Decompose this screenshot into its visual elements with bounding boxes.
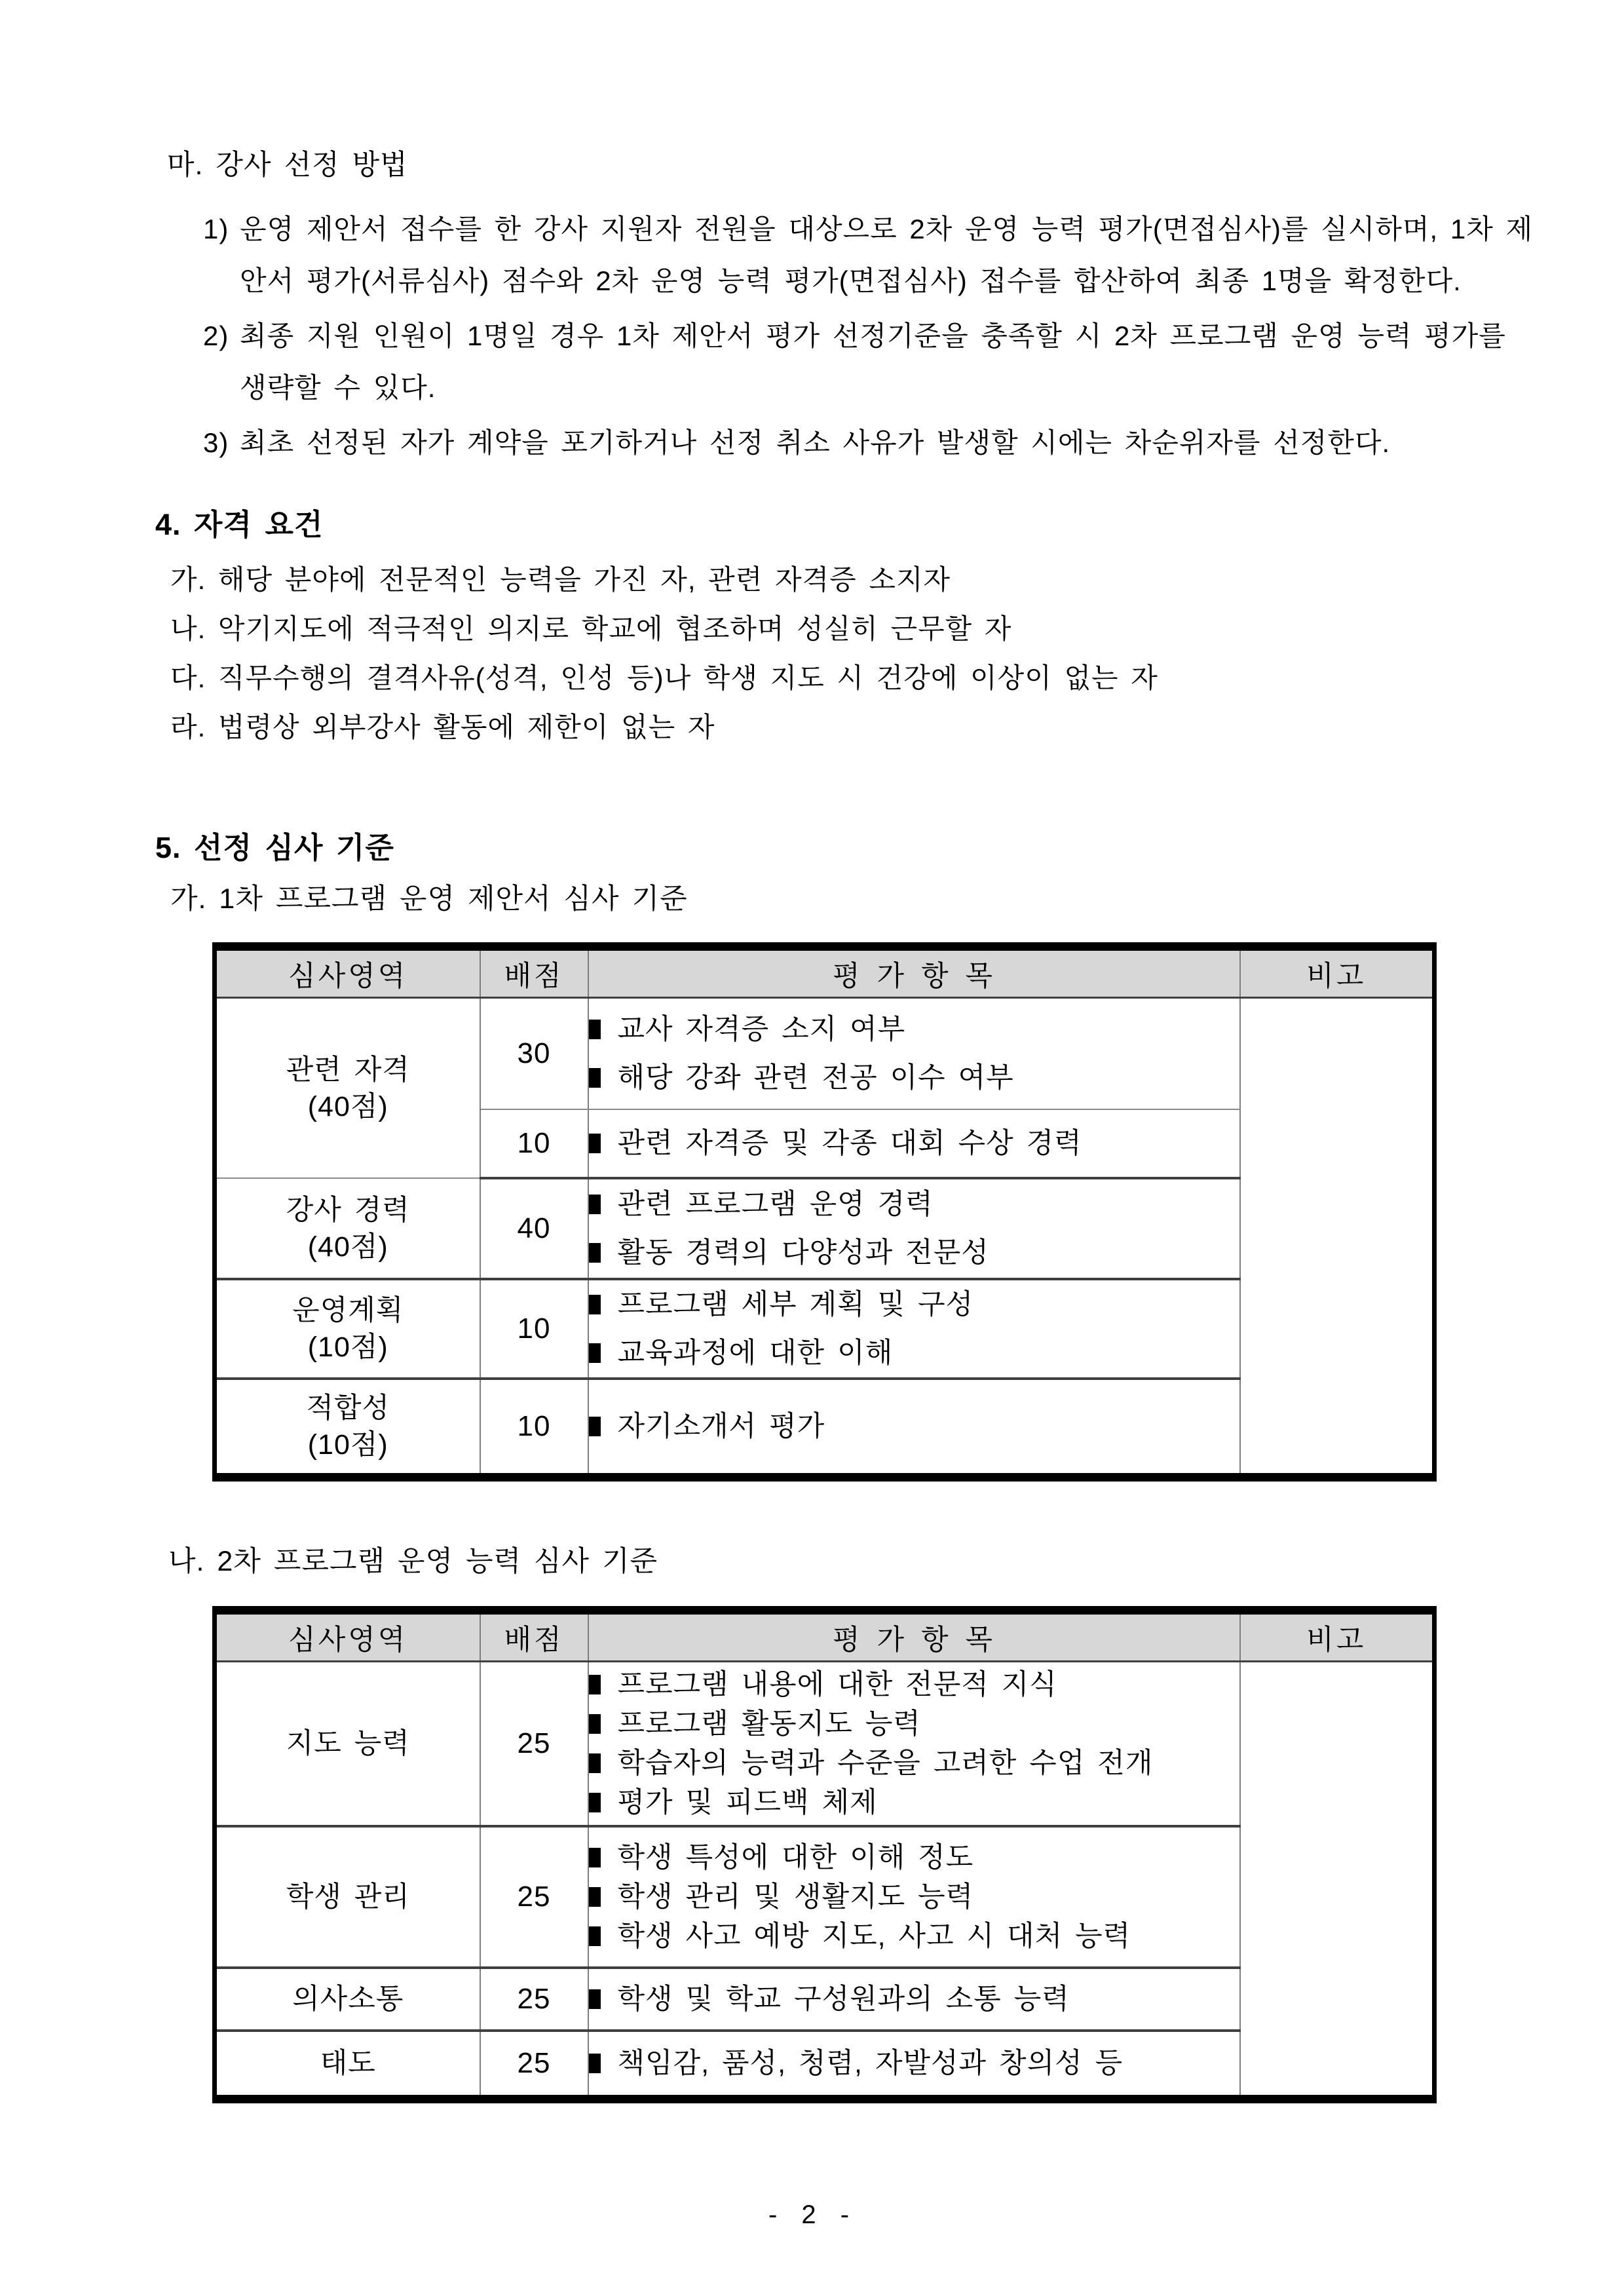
criteria-text: 교육과정에 대한 이해 — [617, 1337, 894, 1369]
square-bullet-icon — [589, 1753, 601, 1773]
table-row — [215, 1662, 1435, 1827]
criteria-text: 프로그램 활동지도 능력 — [617, 1708, 921, 1740]
bullet-line — [589, 1054, 1239, 1102]
score-cell: 10 — [480, 1109, 588, 1178]
criteria-text: 학생 사고 예방 지도, 사고 시 대처 능력 — [617, 1921, 1131, 1952]
list-item-line: 생략할 수 있다. — [240, 372, 436, 403]
area-name: 관련 자격 — [286, 1054, 410, 1086]
column-header-remark: 비고 — [1240, 947, 1435, 998]
column-header-points: 배점 — [480, 1611, 588, 1662]
bullet-line — [589, 1280, 1239, 1329]
area-cell — [215, 998, 480, 1179]
square-bullet-icon — [589, 1020, 601, 1039]
column-header-items: 평 가 항 목 — [588, 947, 1240, 998]
area-name: 운영계획 — [292, 1295, 404, 1326]
criteria-text: 프로그램 세부 계획 및 구성 — [617, 1289, 974, 1320]
square-bullet-icon — [589, 1714, 601, 1734]
area-cell — [215, 1379, 480, 1478]
column-header-remark: 비고 — [1240, 1611, 1435, 1662]
square-bullet-icon — [589, 1295, 601, 1314]
area-cell — [215, 1279, 480, 1379]
remark-cell — [1240, 998, 1435, 1478]
bullet-line — [589, 1329, 1239, 1377]
section5-sub-b-title: 나. 2차 프로그램 운영 능력 심사 기준 — [168, 1546, 658, 1577]
area-name: 의사소통 — [292, 1983, 404, 2015]
area-name: 강사 경력 — [286, 1194, 410, 1226]
criteria-text: 학생 및 학교 구성원과의 소통 능력 — [617, 1983, 1070, 2015]
table-ability-criteria — [212, 1606, 1437, 2103]
bullet-line — [589, 1783, 1239, 1822]
criteria-text: 프로그램 내용에 대한 전문적 지식 — [617, 1669, 1057, 1700]
list-item-text — [240, 417, 1624, 469]
criteria-cell — [588, 1178, 1240, 1279]
score-cell: 25 — [480, 2031, 588, 2099]
score-cell: 10 — [480, 1279, 588, 1379]
criteria-cell — [588, 998, 1240, 1110]
criteria-text: 학생 특성에 대한 이해 정도 — [617, 1842, 974, 1873]
bullet-line — [589, 1704, 1239, 1744]
criteria-text: 책임감, 품성, 청렴, 자발성과 창의성 등 — [617, 2048, 1124, 2079]
square-bullet-icon — [589, 1243, 601, 1263]
area-name: 태도 — [320, 2048, 376, 2079]
list-item-line: 최종 지원 인원이 1명일 경우 1차 제안서 평가 선정기준을 충족할 시 2차 프로그램 운영 능력 평가를 — [240, 320, 1506, 351]
criteria-cell — [588, 2031, 1240, 2099]
list-item-line: 운영 제안서 접수를 한 강사 지원자 전원을 대상으로 2차 운영 능력 평가(면접심사)를 실시하며, 1차 제 — [240, 214, 1534, 244]
area-name: 지도 능력 — [286, 1728, 410, 1759]
criteria-cell — [588, 1662, 1240, 1827]
list-item: 다. 직무수행의 결격사유(성격, 인성 등)나 학생 지도 시 건강에 이상이 없는 자 — [170, 662, 1158, 693]
square-bullet-icon — [589, 1926, 601, 1946]
bullet-line — [589, 1229, 1239, 1277]
area-points-label: (40점) — [307, 1090, 388, 1122]
column-header-items: 평 가 항 목 — [588, 1611, 1240, 1662]
bullet-line — [589, 1180, 1239, 1229]
table-header-row — [215, 1611, 1435, 1662]
list-item-number: 2) — [203, 320, 229, 351]
list-item-text — [240, 310, 1624, 413]
square-bullet-icon — [589, 1848, 601, 1867]
area-points-label: (40점) — [307, 1231, 388, 1263]
score-cell: 40 — [480, 1178, 588, 1279]
area-cell — [215, 1826, 480, 1968]
table-proposal-criteria — [212, 942, 1437, 1482]
criteria-text: 학생 관리 및 생활지도 능력 — [617, 1881, 974, 1913]
criteria-text: 해당 강좌 관련 전공 이수 여부 — [617, 1062, 1014, 1094]
criteria-text: 평가 및 피드백 체제 — [617, 1787, 878, 1818]
bullet-line — [589, 2044, 1239, 2083]
criteria-text: 관련 프로그램 운영 경력 — [617, 1189, 934, 1220]
section4-title: 4. 자격 요건 — [155, 508, 324, 541]
criteria-cell — [588, 1379, 1240, 1478]
page-number: - 2 - — [768, 2200, 856, 2229]
bullet-line — [589, 1980, 1239, 2019]
section-ma-list — [203, 203, 1624, 469]
criteria-cell — [588, 1109, 1240, 1178]
bullet-line — [589, 1119, 1239, 1168]
column-header-area: 심사영역 — [215, 947, 480, 998]
table-header-row — [215, 947, 1435, 998]
list-item: 가. 해당 분야에 전문적인 능력을 가진 자, 관련 자격증 소지자 — [170, 564, 951, 595]
section5-title: 5. 선정 심사 기준 — [155, 831, 394, 864]
square-bullet-icon — [589, 1887, 601, 1907]
bullet-line — [589, 1744, 1239, 1783]
square-bullet-icon — [589, 1675, 601, 1694]
area-points-label: (10점) — [307, 1331, 388, 1363]
square-bullet-icon — [589, 1417, 601, 1436]
list-item-number: 3) — [203, 427, 229, 458]
section-ma-title: 마. 강사 선정 방법 — [167, 149, 408, 181]
section4-list — [170, 555, 1624, 752]
list-item-number: 1) — [203, 214, 229, 244]
criteria-text: 학습자의 능력과 수준을 고려한 수업 전개 — [617, 1748, 1154, 1779]
area-cell — [215, 1662, 480, 1827]
list-item-line: 최초 선정된 자가 계약을 포기하거나 선정 취소 사유가 발생할 시에는 차순위자를 선정한다. — [240, 427, 1391, 458]
remark-cell — [1240, 1662, 1435, 2099]
area-cell — [215, 1178, 480, 1279]
criteria-text: 자기소개서 평가 — [617, 1411, 825, 1442]
bullet-line — [589, 1877, 1239, 1917]
score-cell: 25 — [480, 1662, 588, 1827]
criteria-text: 교사 자격증 소지 여부 — [617, 1014, 906, 1045]
bullet-line — [589, 1665, 1239, 1704]
bullet-line — [589, 1917, 1239, 1956]
section5-sub-a-title: 가. 1차 프로그램 운영 제안서 심사 기준 — [170, 883, 688, 915]
list-item-line: 안서 평가(서류심사) 점수와 2차 운영 능력 평가(면접심사) 접수를 합산하여 최종 1명을 확정한다. — [240, 265, 1462, 296]
area-cell — [215, 2031, 480, 2099]
square-bullet-icon — [589, 1343, 601, 1363]
criteria-text: 관련 자격증 및 각종 대회 수상 경력 — [617, 1128, 1082, 1159]
list-item — [203, 203, 1624, 307]
area-name: 학생 관리 — [286, 1881, 410, 1913]
area-cell — [215, 1968, 480, 2031]
bullet-line — [589, 1402, 1239, 1451]
list-item: 나. 악기지도에 적극적인 의지로 학교에 협조하며 성실히 근무할 자 — [170, 613, 1012, 644]
score-cell: 25 — [480, 1968, 588, 2031]
table-row — [215, 998, 1435, 1110]
area-name: 적합성 — [306, 1392, 390, 1424]
criteria-cell — [588, 1279, 1240, 1379]
criteria-cell — [588, 1968, 1240, 2031]
square-bullet-icon — [589, 1068, 601, 1088]
list-item-text — [240, 203, 1624, 307]
list-item: 라. 법령상 외부강사 활동에 제한이 없는 자 — [170, 712, 715, 742]
column-header-points: 배점 — [480, 947, 588, 998]
square-bullet-icon — [589, 1793, 601, 1812]
list-item — [203, 417, 1624, 469]
list-item — [203, 310, 1624, 413]
score-cell: 10 — [480, 1379, 588, 1478]
bullet-line — [589, 1005, 1239, 1054]
criteria-cell — [588, 1826, 1240, 1968]
square-bullet-icon — [589, 2054, 601, 2073]
square-bullet-icon — [589, 1134, 601, 1153]
square-bullet-icon — [589, 1989, 601, 2009]
square-bullet-icon — [589, 1195, 601, 1214]
area-points-label: (10점) — [307, 1429, 388, 1461]
score-cell: 25 — [480, 1826, 588, 1968]
column-header-area: 심사영역 — [215, 1611, 480, 1662]
bullet-line — [589, 1838, 1239, 1877]
criteria-text: 활동 경력의 다양성과 전문성 — [617, 1237, 989, 1269]
score-cell: 30 — [480, 998, 588, 1110]
